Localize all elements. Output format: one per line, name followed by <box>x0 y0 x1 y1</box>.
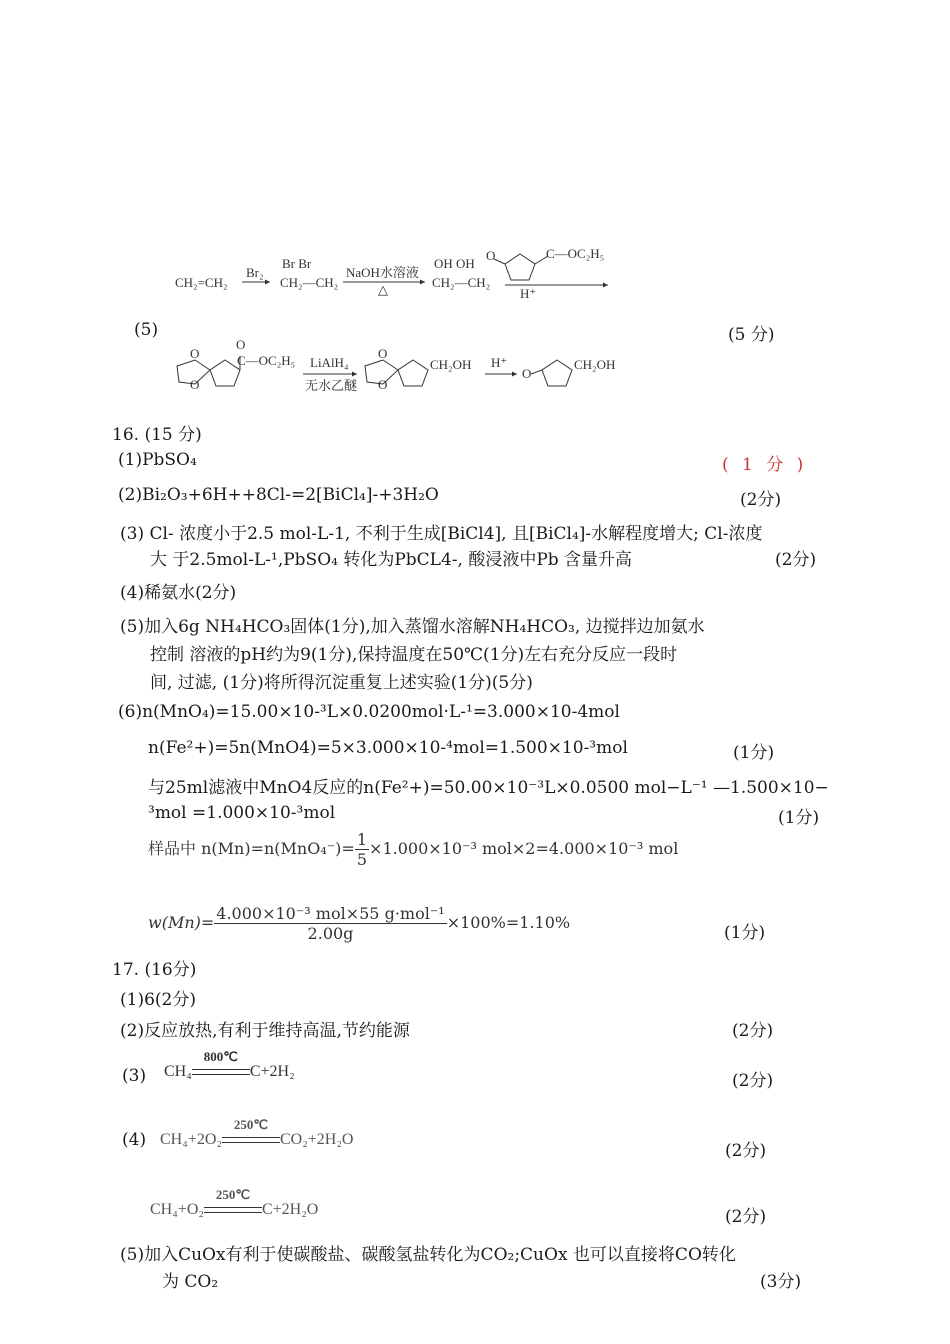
ethylene: CH₂=CH₂ <box>175 275 228 290</box>
q16-part6-line2: n(Fe²+)=5n(MnO4)=5×3.000×10-⁴mol=1.500×10-³mol <box>148 738 628 758</box>
q16-part3-line2: 大 于2.5mol-L-¹,PbSO₄ 转化为PbCL4-, 酸浸液中Pb 含量升高 <box>150 550 633 570</box>
q15-part5-label: (5) <box>134 320 159 340</box>
reaction-scheme-row2 <box>165 338 635 400</box>
q17-part4-label: (4) <box>122 1130 147 1150</box>
svg-text:O: O <box>236 338 246 352</box>
q16-part4: (4)稀氨水(2分) <box>120 583 237 603</box>
ketoester-structure <box>486 246 604 280</box>
q16-part6-line1: (6)n(MnO₄)=15.00×10-³L×0.0200mol·L-¹=3.000×10-4mol <box>118 702 620 722</box>
q16-part3-line1: (3) Cl- 浓度小于2.5 mol-L-1, 不利于生成[BiCl4], 且[BiCl₄]-水解程度增大; Cl-浓度 <box>120 524 763 544</box>
svg-text:O: O <box>486 248 496 263</box>
reagent-br2: Br₂ <box>246 265 264 280</box>
reagent-h-plus: H⁺ <box>520 286 537 301</box>
svg-text:C—OC₂H₅: C—OC₂H₅ <box>546 246 605 261</box>
q17-part5-line2: 为 CO₂ <box>162 1272 219 1292</box>
q16-part6-line6-score: (1分) <box>724 923 766 943</box>
q17-part2-score: (2分) <box>732 1021 774 1041</box>
q16-part6-line5: 样品中 n(Mn)=n(MnO₄⁻)= $\frac{1}{5}$ ×1.000×10⁻³ mol×2=4.000×10⁻³ mol <box>148 830 679 869</box>
q16-part2: (2)Bi₂O₃+6H++8Cl-=2[BiCl₄]-+3H₂O <box>118 485 439 505</box>
svg-text:O: O <box>378 346 388 361</box>
q17-part4b-score: (2分) <box>725 1207 767 1227</box>
q16-part6-line4: ³mol =1.000×10-³mol <box>148 803 336 823</box>
q17-part4a-equation: CH₄+2O₂ 250℃ CO₂+2H₂O <box>160 1117 354 1148</box>
diol-top: OH OH <box>434 256 475 271</box>
reagent-naoh: NaOH水溶液 <box>346 265 419 280</box>
q17-part4a-score: (2分) <box>725 1141 767 1161</box>
q16-part6-line2-score: (1分) <box>733 743 775 763</box>
hydroxymethyl-cyclopentanone <box>522 357 615 386</box>
svg-text:O: O <box>190 377 200 392</box>
q17-part5-line1: (5)加入CuOx有利于使碳酸盐、碳酸氢盐转化为CO₂;CuOx 也可以直接将CO转化 <box>120 1245 736 1265</box>
svg-text:CH₂OH: CH₂OH <box>574 357 616 372</box>
q17-part1: (1)6(2分) <box>120 990 196 1010</box>
reagent-ether: 无水乙醚 <box>305 378 358 393</box>
ketal-ester-structure <box>177 338 295 392</box>
q16-header: 16. (15 分) <box>112 425 202 445</box>
heat-symbol: △ <box>378 282 388 297</box>
svg-text:C—OC₂H₅: C—OC₂H₅ <box>237 353 296 368</box>
q17-part5-score: (3分) <box>760 1272 802 1292</box>
dibromoethane: CH₂—CH₂ <box>280 275 339 290</box>
reagent-lialh4: LiAlH₄ <box>310 355 349 370</box>
svg-text:O: O <box>190 346 200 361</box>
q17-part2: (2)反应放热,有利于维持高温,节约能源 <box>120 1021 410 1041</box>
q16-part6-line6: w(Mn)= $\frac{\text{4.000×10⁻³ mol×55 g·mol⁻¹}}{2.00g}$ ×100%=1.10% <box>148 904 571 943</box>
q16-part5-line3: 间, 过滤, (1分)将所得沉淀重复上述实验(1分)(5分) <box>150 673 533 693</box>
q16-part3-score: (2分) <box>775 550 817 570</box>
q16-part1: (1)PbSO₄ <box>118 450 197 470</box>
ketal-alcohol-structure <box>365 346 471 392</box>
q17-part3-label: (3) <box>122 1066 147 1086</box>
reagent-h-plus-2: H⁺ <box>491 355 508 370</box>
svg-text:CH₂OH: CH₂OH <box>430 357 472 372</box>
q17-part3-equation: CH₄ 800℃ C+2H₂ <box>164 1049 295 1080</box>
q17-part4b-equation: CH₄+O₂ 250℃ C+2H₂O <box>150 1187 319 1218</box>
q17-header: 17. (16分) <box>112 960 197 980</box>
q16-part6-line3: 与25ml滤液中MnO4反应的n(Fe²+)=50.00×10⁻³L×0.0500 mol−L⁻¹ —1.500×10− <box>148 778 829 798</box>
svg-text:O: O <box>378 377 388 392</box>
reaction-scheme-row1 <box>170 240 620 302</box>
ethylene-glycol: CH₂—CH₂ <box>432 275 491 290</box>
q16-part1-score: ( 1 分 ) <box>722 455 808 475</box>
q16-part5-line1: (5)加入6g NH₄HCO₃固体(1分),加入蒸馏水溶解NH₄HCO₃, 边搅拌边加氨水 <box>120 617 705 637</box>
svg-text:O: O <box>522 366 532 381</box>
q16-part6-line4-score: (1分) <box>778 808 820 828</box>
dibromo-top: Br Br <box>282 256 312 271</box>
q15-part5-score: (5 分) <box>728 325 775 345</box>
q16-part2-score: (2分) <box>740 490 782 510</box>
q17-part3-score: (2分) <box>732 1071 774 1091</box>
q16-part5-line2: 控制 溶液的pH约为9(1分),保持温度在50℃(1分)左右充分反应一段时 <box>150 645 678 665</box>
